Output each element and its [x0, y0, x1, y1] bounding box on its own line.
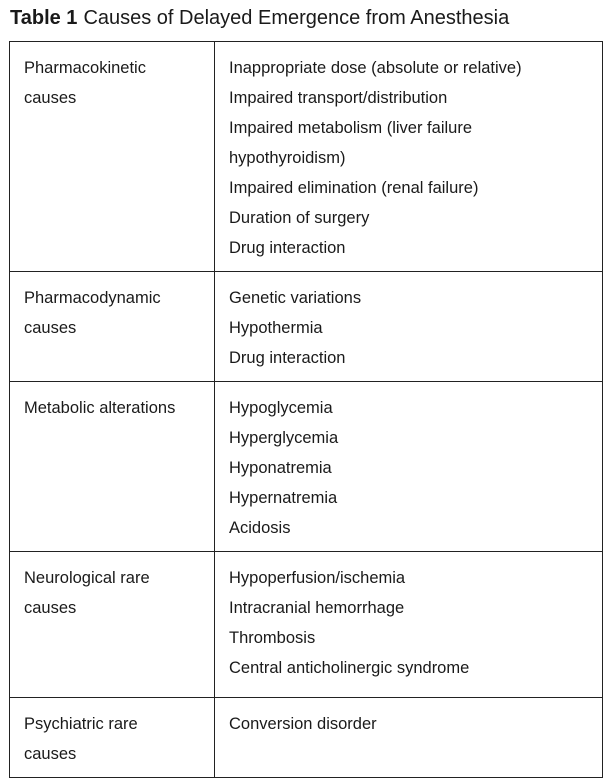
causes-cell: [215, 698, 603, 778]
category-cell: [10, 382, 215, 552]
category-text: Pharmacokinetic: [24, 59, 146, 77]
table-label: Table 1: [10, 7, 78, 29]
category-text: Psychiatric rare: [24, 715, 138, 733]
category-cell: [10, 552, 215, 698]
category-cell: [10, 272, 215, 382]
causes-table: [9, 41, 603, 778]
causes-cell: [215, 552, 603, 698]
cause-item: Hypoperfusion/ischemia: [229, 569, 406, 587]
cause-item: Hyperglycemia: [229, 429, 339, 447]
cause-item: Hyponatremia: [229, 459, 332, 477]
cause-item: Hypernatremia: [229, 489, 338, 507]
category-text: Metabolic alterations: [24, 399, 176, 417]
cause-item: Drug interaction: [229, 349, 346, 367]
cause-item: Impaired elimination (renal failure): [229, 179, 479, 197]
causes-cell: [215, 272, 603, 382]
table-row: [10, 42, 603, 272]
cause-item: Duration of surgery: [229, 209, 370, 227]
cause-item: Acidosis: [229, 519, 291, 537]
category-cell: [10, 698, 215, 778]
causes-cell: [215, 42, 603, 272]
cause-item: Genetic variations: [229, 289, 362, 307]
cause-item: Hypoglycemia: [229, 399, 333, 417]
table-row: [10, 552, 603, 698]
category-text: Pharmacodynamic: [24, 289, 161, 307]
cause-item: Drug interaction: [229, 239, 346, 257]
cause-item: Impaired metabolism (liver failure: [229, 119, 472, 137]
causes-cell: [215, 382, 603, 552]
table-row: [10, 382, 603, 552]
cause-item: Intracranial hemorrhage: [229, 599, 405, 617]
category-text: causes: [24, 319, 77, 337]
cause-item: Thrombosis: [229, 629, 316, 647]
table-caption: Causes of Delayed Emergence from Anesthesia: [83, 7, 510, 29]
category-text: causes: [24, 745, 77, 763]
table-title: [10, 7, 509, 30]
table-row: [10, 698, 603, 778]
table-row: [10, 272, 603, 382]
category-text: Neurological rare: [24, 569, 150, 587]
cause-item: Conversion disorder: [229, 715, 377, 733]
category-text: causes: [24, 89, 77, 107]
cause-item: Impaired transport/distribution: [229, 89, 448, 107]
category-text: causes: [24, 599, 77, 617]
category-cell: [10, 42, 215, 272]
cause-item: hypothyroidism): [229, 149, 346, 167]
cause-item: Central anticholinergic syndrome: [229, 659, 470, 677]
cause-item: Hypothermia: [229, 319, 323, 337]
cause-item: Inappropriate dose (absolute or relative): [229, 59, 522, 77]
